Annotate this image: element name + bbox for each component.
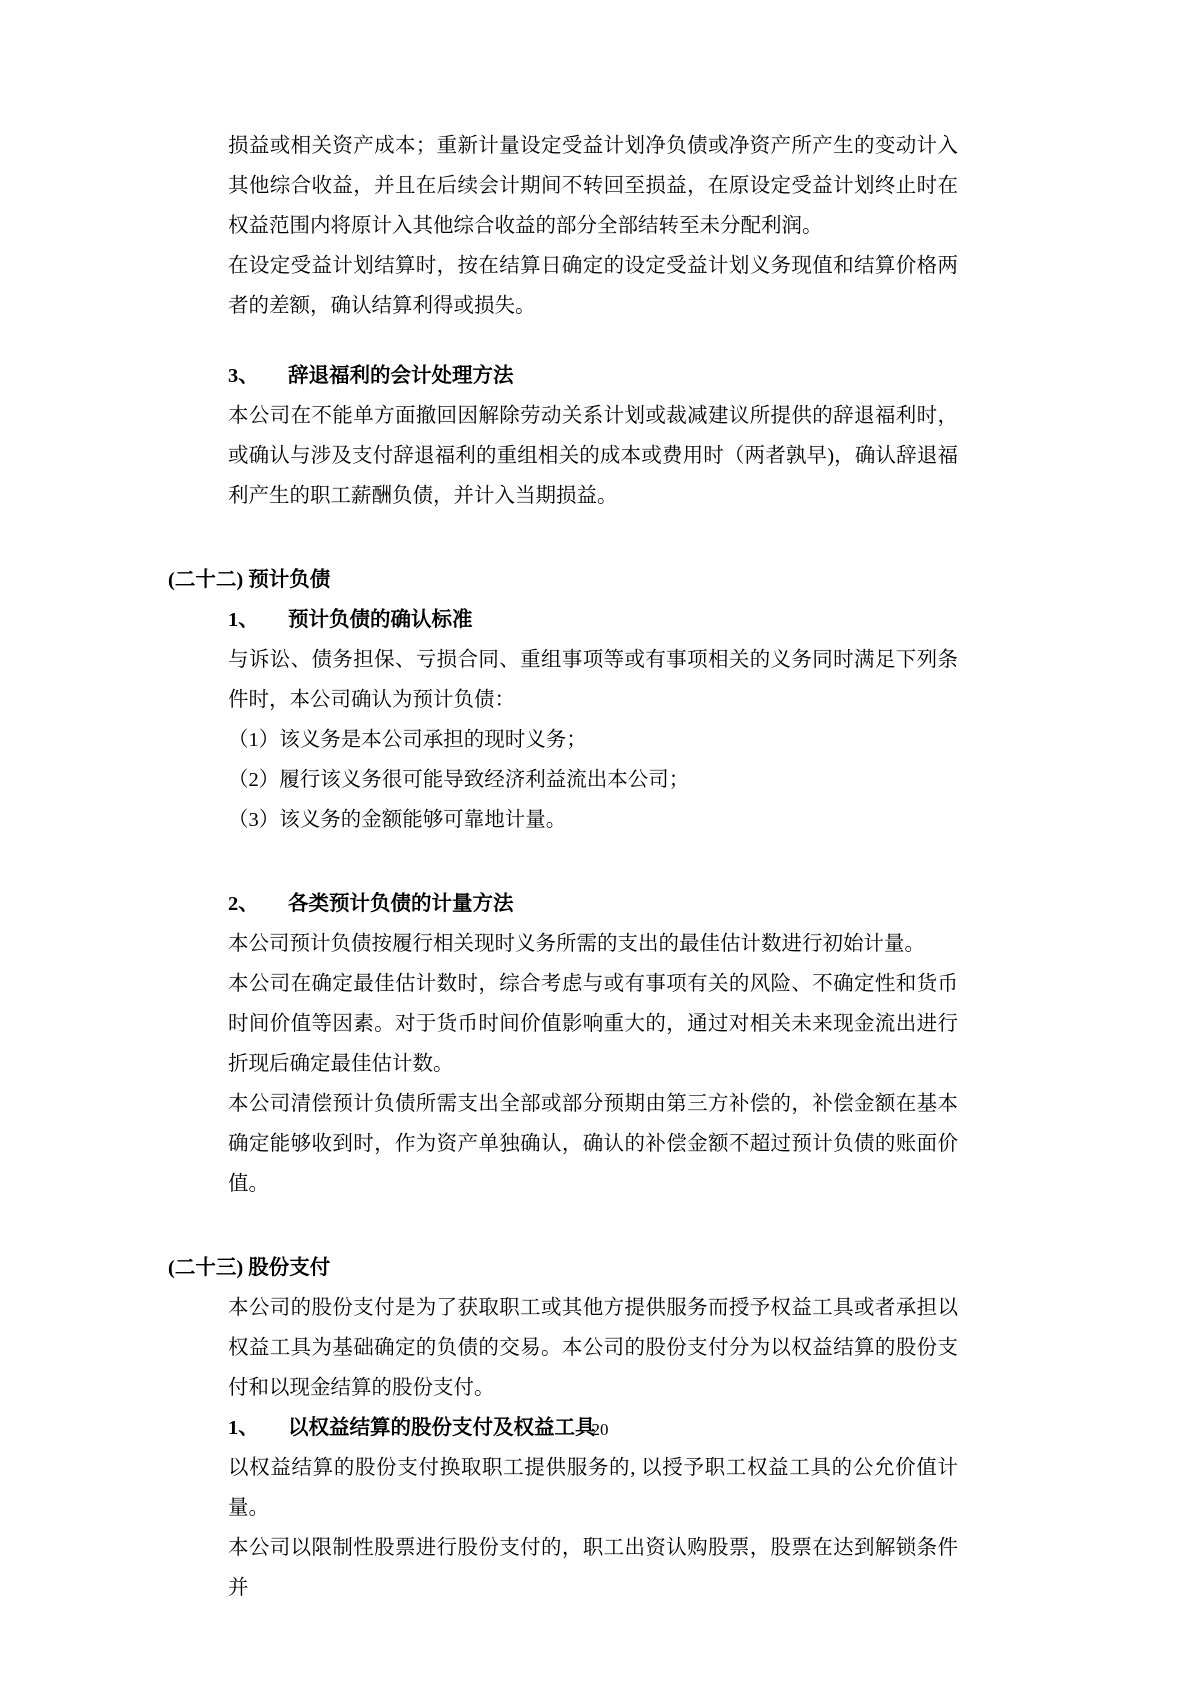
spacer <box>168 326 958 356</box>
sub-heading-number: 3、 <box>228 365 259 387</box>
paragraph-third-party-compensation: 本公司清偿预计负债所需支出全部或部分预期由第三方补偿的，补偿金额在基本确定能够收到时，作为资产单独确认，确认的补偿金额不超过预计负债的账面价值。 <box>228 1093 958 1195</box>
paragraph-initial-measurement: 本公司预计负债按履行相关现时义务所需的支出的最佳估计数进行初始计量。 <box>228 933 925 955</box>
paragraph-termination-benefits: 本公司在不能单方面撤回因解除劳动关系计划或裁减建议所提供的辞退福利时，或确认与涉及支付辞退福利的重组相关的成本或费用时（两者孰早)，确认辞退福利产生的职工薪酬负债，并计入当期损益。 <box>228 405 958 507</box>
paragraph-benefit-plan-remeasure: 损益或相关资产成本；重新计量设定受益计划净负债或净资产所产生的变动计入其他综合收益，并且在后续会计期间不转回至损益，在原设定受益计划终止时在权益范围内将原计入其他综合收益的部分全部结转至未分配利润。 <box>228 135 958 237</box>
section-heading-share-based-payment: (二十三) 股份支付 <box>168 1257 331 1279</box>
sub-heading-number: 2、 <box>228 893 259 915</box>
page-number: 20 <box>591 1420 609 1439</box>
sub-heading-provision-recognition <box>228 600 958 640</box>
spacer <box>168 516 958 560</box>
sub-heading-text: 各类预计负债的计量方法 <box>288 893 514 915</box>
paragraph-share-payment-definition: 本公司的股份支付是为了获取职工或其他方提供服务而授予权益工具或者承担以权益工具为基础确定的负债的交易。本公司的股份支付分为以权益结算的股份支付和以现金结算的股份支付。 <box>228 1297 958 1399</box>
sub-heading-number: 1、 <box>228 609 259 631</box>
sub-heading-termination-benefits <box>228 356 958 396</box>
sub-heading-number: 1、 <box>228 1417 259 1439</box>
page-body <box>168 126 958 1608</box>
paragraph-best-estimate: 本公司在确定最佳估计数时，综合考虑与或有事项有关的风险、不确定性和货币时间价值等因素。对于货币时间价值影响重大的，通过对相关未来现金流出进行折现后确定最佳估计数。 <box>228 973 958 1075</box>
paragraph-provision-condition-2: （2）履行该义务很可能导致经济利益流出本公司； <box>228 769 690 791</box>
sub-heading-provision-measurement <box>228 884 958 924</box>
sub-heading-text: 以权益结算的股份支付及权益工具 <box>288 1417 596 1439</box>
sub-heading-text: 预计负债的确认标准 <box>288 609 473 631</box>
spacer <box>168 1204 958 1248</box>
sub-heading-text: 辞退福利的会计处理方法 <box>288 365 514 387</box>
paragraph-benefit-plan-settlement: 在设定受益计划结算时，按在结算日确定的设定受益计划义务现值和结算价格两者的差额，确认结算利得或损失。 <box>228 255 958 317</box>
section-heading-provisions: (二十二) 预计负债 <box>168 569 331 591</box>
paragraph-provision-condition-1: （1）该义务是本公司承担的现时义务； <box>228 729 587 751</box>
paragraph-provision-condition-3: （3）该义务的金额能够可靠地计量。 <box>228 809 567 831</box>
paragraph-restricted-stock: 本公司以限制性股票进行股份支付的，职工出资认购股票，股票在达到解锁条件并 <box>228 1537 958 1599</box>
spacer <box>168 840 958 884</box>
paragraph-provision-conditions-intro: 与诉讼、债务担保、亏损合同、重组事项等或有事项相关的义务同时满足下列条件时，本公司确认为预计负债： <box>228 649 958 711</box>
paragraph-equity-settled-measurement: 以权益结算的股份支付换取职工提供服务的, 以授予职工权益工具的公允价值计量。 <box>228 1457 958 1519</box>
